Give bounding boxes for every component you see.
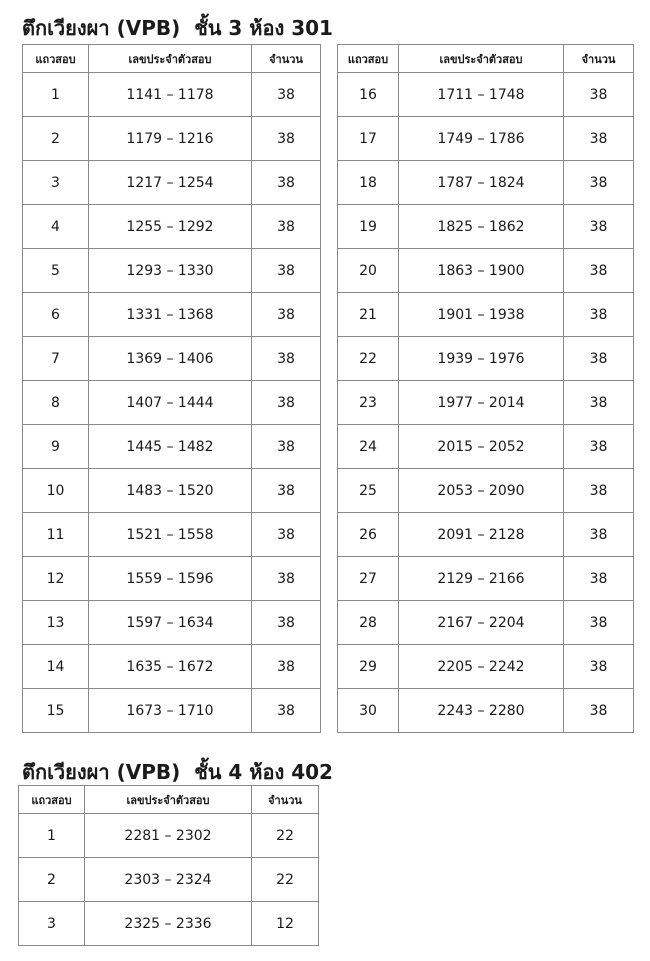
row-number-cell: 24	[338, 425, 399, 469]
table-row	[338, 425, 634, 469]
table-row	[338, 161, 634, 205]
count-cell: 38	[252, 381, 321, 425]
row-number-cell: 16	[338, 73, 399, 117]
exam-id-range-cell: 1217 – 1254	[89, 161, 252, 205]
section-title-room-402	[22, 756, 333, 788]
table-header-row	[338, 45, 634, 73]
row-number-cell: 30	[338, 689, 399, 733]
exam-id-range-cell: 1749 – 1786	[399, 117, 564, 161]
exam-id-range-cell: 2015 – 2052	[399, 425, 564, 469]
table-row	[338, 337, 634, 381]
row-number-cell: 3	[23, 161, 89, 205]
count-cell: 38	[252, 425, 321, 469]
table-row	[23, 425, 321, 469]
count-cell: 38	[252, 601, 321, 645]
exam-table-right	[337, 44, 634, 733]
table-row	[338, 205, 634, 249]
table-row	[338, 645, 634, 689]
exam-id-range-cell: 1673 – 1710	[89, 689, 252, 733]
title-code: (VPB)	[116, 760, 181, 784]
title-room: 402	[291, 760, 333, 784]
count-cell: 38	[564, 73, 634, 117]
exam-id-range-cell: 1141 – 1178	[89, 73, 252, 117]
table-row	[23, 161, 321, 205]
table-row	[23, 469, 321, 513]
row-number-cell: 14	[23, 645, 89, 689]
count-cell: 38	[564, 601, 634, 645]
row-number-cell: 9	[23, 425, 89, 469]
count-cell: 38	[564, 161, 634, 205]
exam-id-range-cell: 1977 – 2014	[399, 381, 564, 425]
exam-id-range-cell: 1369 – 1406	[89, 337, 252, 381]
table-row	[338, 293, 634, 337]
title-room: 301	[291, 16, 333, 40]
count-cell: 38	[564, 249, 634, 293]
exam-id-range-cell: 1787 – 1824	[399, 161, 564, 205]
table-row	[23, 601, 321, 645]
row-number-cell: 21	[338, 293, 399, 337]
exam-id-range-cell: 1293 – 1330	[89, 249, 252, 293]
row-number-cell: 1	[23, 73, 89, 117]
row-number-cell: 19	[338, 205, 399, 249]
table-row	[338, 249, 634, 293]
header-range-col: เลขประจำตัวสอบ	[399, 45, 564, 73]
exam-id-range-cell: 1331 – 1368	[89, 293, 252, 337]
count-cell: 38	[564, 381, 634, 425]
table-row	[23, 117, 321, 161]
row-number-cell: 20	[338, 249, 399, 293]
row-number-cell: 29	[338, 645, 399, 689]
count-cell: 38	[564, 645, 634, 689]
count-cell: 38	[564, 205, 634, 249]
exam-id-range-cell: 1635 – 1672	[89, 645, 252, 689]
row-number-cell: 28	[338, 601, 399, 645]
table-row	[19, 902, 319, 946]
title-floor: ชั้น 3 ห้อง	[194, 16, 285, 40]
count-cell: 38	[252, 117, 321, 161]
table-row	[338, 557, 634, 601]
exam-id-range-cell: 2303 – 2324	[85, 858, 252, 902]
exam-id-range-cell: 2129 – 2166	[399, 557, 564, 601]
exam-id-range-cell: 1445 – 1482	[89, 425, 252, 469]
title-code: (VPB)	[116, 16, 181, 40]
count-cell: 38	[252, 73, 321, 117]
count-cell: 38	[252, 469, 321, 513]
row-number-cell: 10	[23, 469, 89, 513]
row-number-cell: 8	[23, 381, 89, 425]
row-number-cell: 3	[19, 902, 85, 946]
count-cell: 38	[252, 337, 321, 381]
exam-id-range-cell: 2281 – 2302	[85, 814, 252, 858]
count-cell: 38	[252, 161, 321, 205]
count-cell: 38	[564, 689, 634, 733]
title-building: ตึกเวียงผา	[22, 16, 110, 40]
table-row	[338, 469, 634, 513]
row-number-cell: 18	[338, 161, 399, 205]
row-number-cell: 2	[23, 117, 89, 161]
exam-id-range-cell: 1559 – 1596	[89, 557, 252, 601]
count-cell: 38	[564, 117, 634, 161]
table-row	[338, 73, 634, 117]
count-cell: 38	[252, 689, 321, 733]
count-cell: 38	[564, 293, 634, 337]
exam-id-range-cell: 2091 – 2128	[399, 513, 564, 557]
count-cell: 38	[252, 249, 321, 293]
count-cell: 38	[252, 513, 321, 557]
count-cell: 38	[252, 205, 321, 249]
exam-id-range-cell: 1179 – 1216	[89, 117, 252, 161]
row-number-cell: 22	[338, 337, 399, 381]
row-number-cell: 5	[23, 249, 89, 293]
row-number-cell: 25	[338, 469, 399, 513]
exam-table-left	[22, 44, 321, 733]
table-header-row	[19, 786, 319, 814]
table-row	[19, 858, 319, 902]
row-number-cell: 27	[338, 557, 399, 601]
table-row	[338, 689, 634, 733]
exam-id-range-cell: 1939 – 1976	[399, 337, 564, 381]
table-row	[23, 557, 321, 601]
exam-id-range-cell: 1825 – 1862	[399, 205, 564, 249]
row-number-cell: 26	[338, 513, 399, 557]
table-row	[23, 293, 321, 337]
exam-id-range-cell: 1521 – 1558	[89, 513, 252, 557]
exam-id-range-cell: 1863 – 1900	[399, 249, 564, 293]
header-row-col: แถวสอบ	[23, 45, 89, 73]
exam-id-range-cell: 2167 – 2204	[399, 601, 564, 645]
table-row	[23, 73, 321, 117]
row-number-cell: 12	[23, 557, 89, 601]
exam-id-range-cell: 1255 – 1292	[89, 205, 252, 249]
row-number-cell: 15	[23, 689, 89, 733]
count-cell: 38	[252, 645, 321, 689]
table-header-row	[23, 45, 321, 73]
table-row	[23, 381, 321, 425]
count-cell: 38	[564, 425, 634, 469]
exam-table-room-402	[18, 785, 319, 946]
table-row	[338, 381, 634, 425]
title-floor: ชั้น 4 ห้อง	[194, 760, 285, 784]
table-row	[19, 814, 319, 858]
row-number-cell: 4	[23, 205, 89, 249]
table-row	[338, 513, 634, 557]
count-cell: 22	[252, 814, 319, 858]
count-cell: 38	[564, 557, 634, 601]
header-row-col: แถวสอบ	[338, 45, 399, 73]
row-number-cell: 13	[23, 601, 89, 645]
row-number-cell: 17	[338, 117, 399, 161]
row-number-cell: 6	[23, 293, 89, 337]
exam-id-range-cell: 1483 – 1520	[89, 469, 252, 513]
table-row	[23, 337, 321, 381]
row-number-cell: 11	[23, 513, 89, 557]
row-number-cell: 1	[19, 814, 85, 858]
exam-id-range-cell: 2325 – 2336	[85, 902, 252, 946]
row-number-cell: 23	[338, 381, 399, 425]
table-row	[23, 205, 321, 249]
exam-id-range-cell: 1901 – 1938	[399, 293, 564, 337]
exam-id-range-cell: 2243 – 2280	[399, 689, 564, 733]
table-row	[23, 513, 321, 557]
header-count-col: จำนวน	[564, 45, 634, 73]
row-number-cell: 7	[23, 337, 89, 381]
count-cell: 38	[252, 293, 321, 337]
header-range-col: เลขประจำตัวสอบ	[85, 786, 252, 814]
count-cell: 38	[564, 337, 634, 381]
exam-id-range-cell: 2053 – 2090	[399, 469, 564, 513]
exam-id-range-cell: 2205 – 2242	[399, 645, 564, 689]
count-cell: 38	[564, 469, 634, 513]
table-row	[23, 689, 321, 733]
count-cell: 38	[564, 513, 634, 557]
exam-id-range-cell: 1597 – 1634	[89, 601, 252, 645]
count-cell: 12	[252, 902, 319, 946]
header-row-col: แถวสอบ	[19, 786, 85, 814]
exam-id-range-cell: 1711 – 1748	[399, 73, 564, 117]
table-row	[338, 117, 634, 161]
count-cell: 22	[252, 858, 319, 902]
count-cell: 38	[252, 557, 321, 601]
section-title-room-301	[22, 12, 333, 44]
header-count-col: จำนวน	[252, 45, 321, 73]
table-row	[23, 249, 321, 293]
header-range-col: เลขประจำตัวสอบ	[89, 45, 252, 73]
row-number-cell: 2	[19, 858, 85, 902]
table-row	[23, 645, 321, 689]
header-count-col: จำนวน	[252, 786, 319, 814]
title-building: ตึกเวียงผา	[22, 760, 110, 784]
exam-id-range-cell: 1407 – 1444	[89, 381, 252, 425]
table-row	[338, 601, 634, 645]
